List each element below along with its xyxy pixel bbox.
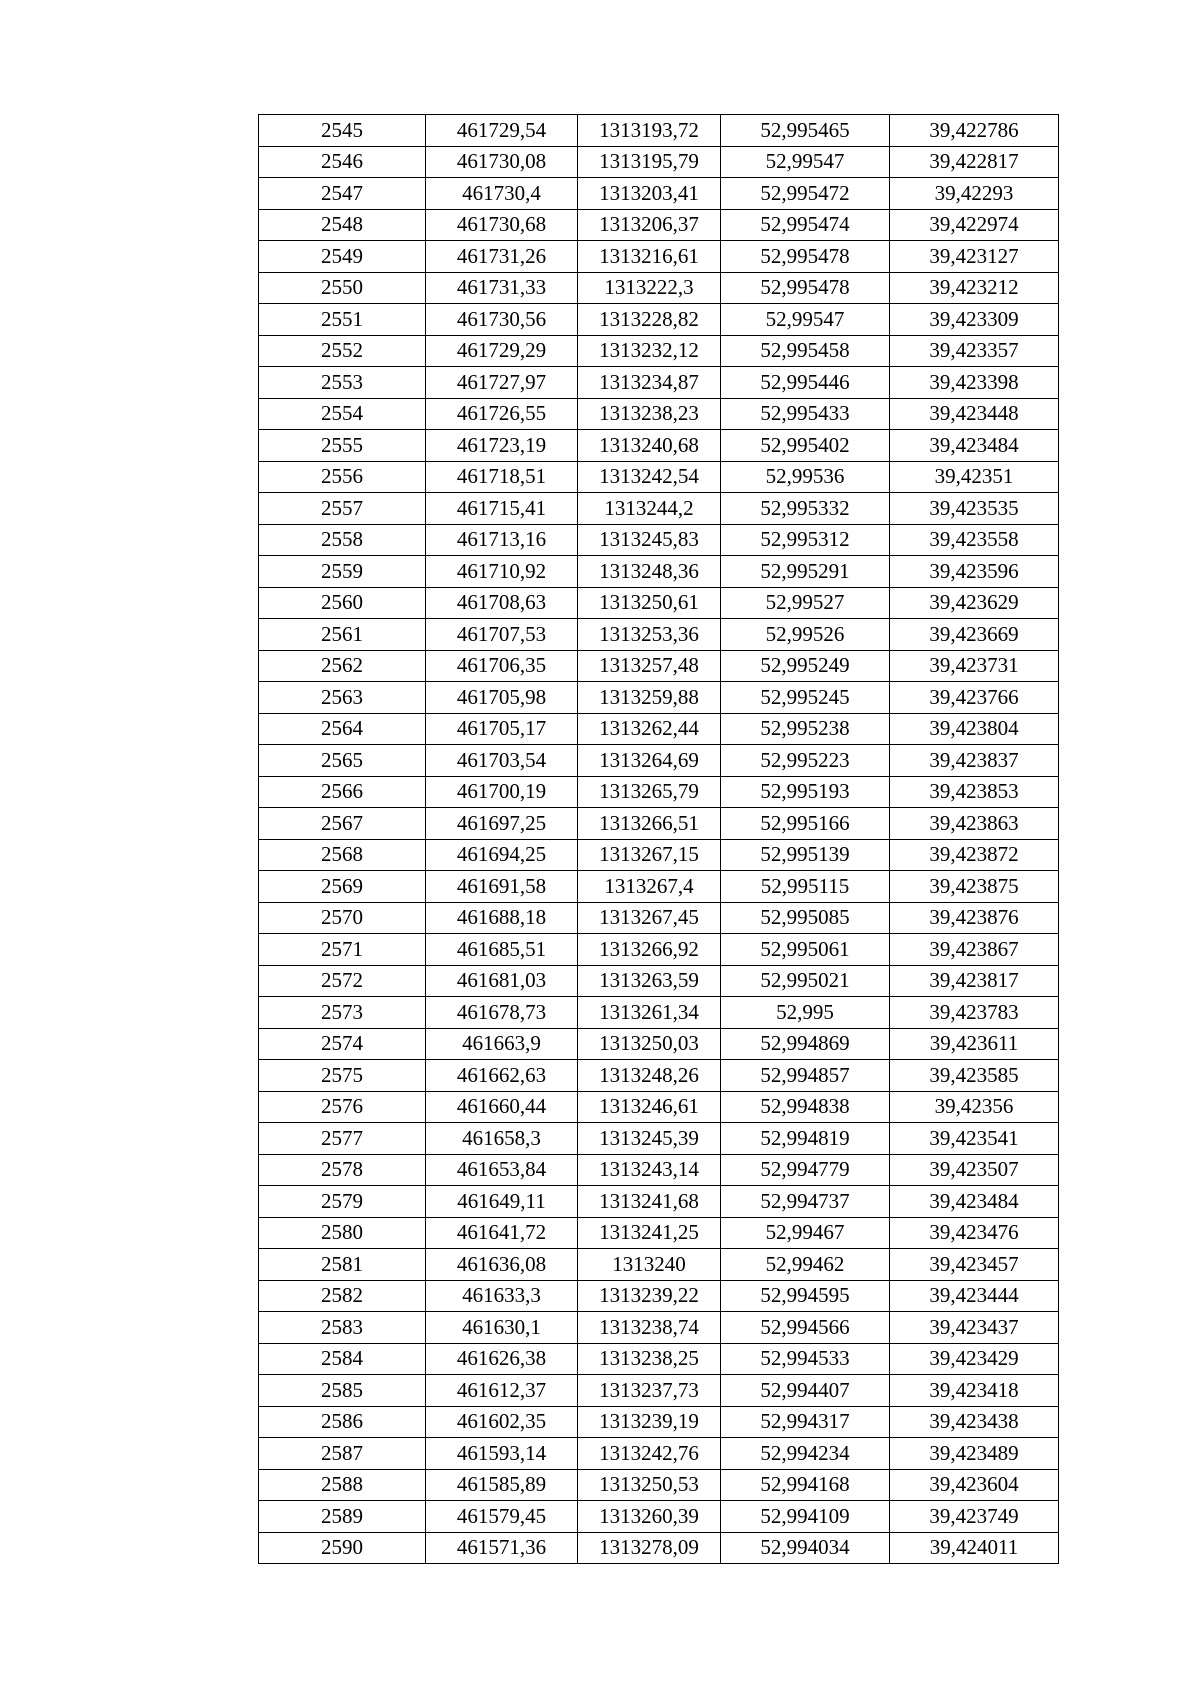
longitude-cell: 39,423398 [890,367,1059,399]
table-row [259,335,1059,367]
y-coordinate-cell: 1313238,25 [578,1343,721,1375]
point-number-cell: 2561 [259,619,426,651]
x-coordinate-cell: 461727,97 [426,367,578,399]
latitude-cell: 52,994168 [721,1469,890,1501]
y-coordinate-cell: 1313238,74 [578,1312,721,1344]
longitude-cell: 39,423484 [890,1186,1059,1218]
point-number-cell: 2585 [259,1375,426,1407]
x-coordinate-cell: 461729,54 [426,115,578,147]
x-coordinate-cell: 461691,58 [426,871,578,903]
table-row [259,398,1059,430]
y-coordinate-cell: 1313266,51 [578,808,721,840]
longitude-cell: 39,423212 [890,272,1059,304]
x-coordinate-cell: 461626,38 [426,1343,578,1375]
point-number-cell: 2571 [259,934,426,966]
point-number-cell: 2569 [259,871,426,903]
x-coordinate-cell: 461636,08 [426,1249,578,1281]
point-number-cell: 2586 [259,1406,426,1438]
point-number-cell: 2572 [259,965,426,997]
point-number-cell: 2550 [259,272,426,304]
x-coordinate-cell: 461663,9 [426,1028,578,1060]
point-number-cell: 2555 [259,430,426,462]
y-coordinate-cell: 1313243,14 [578,1154,721,1186]
y-coordinate-cell: 1313262,44 [578,713,721,745]
x-coordinate-cell: 461641,72 [426,1217,578,1249]
latitude-cell: 52,994234 [721,1438,890,1470]
longitude-cell: 39,423448 [890,398,1059,430]
coordinates-table [258,114,1059,1564]
longitude-cell: 39,423444 [890,1280,1059,1312]
x-coordinate-cell: 461653,84 [426,1154,578,1186]
latitude-cell: 52,994838 [721,1091,890,1123]
table-row [259,1312,1059,1344]
longitude-cell: 39,423604 [890,1469,1059,1501]
point-number-cell: 2566 [259,776,426,808]
y-coordinate-cell: 1313222,3 [578,272,721,304]
x-coordinate-cell: 461730,68 [426,209,578,241]
x-coordinate-cell: 461707,53 [426,619,578,651]
x-coordinate-cell: 461723,19 [426,430,578,462]
table-row [259,209,1059,241]
longitude-cell: 39,423876 [890,902,1059,934]
x-coordinate-cell: 461585,89 [426,1469,578,1501]
table-row [259,808,1059,840]
longitude-cell: 39,42293 [890,178,1059,210]
y-coordinate-cell: 1313203,41 [578,178,721,210]
latitude-cell: 52,995465 [721,115,890,147]
longitude-cell: 39,423535 [890,493,1059,525]
longitude-cell: 39,423669 [890,619,1059,651]
point-number-cell: 2559 [259,556,426,588]
point-number-cell: 2557 [259,493,426,525]
y-coordinate-cell: 1313232,12 [578,335,721,367]
y-coordinate-cell: 1313234,87 [578,367,721,399]
point-number-cell: 2560 [259,587,426,619]
y-coordinate-cell: 1313250,61 [578,587,721,619]
point-number-cell: 2587 [259,1438,426,1470]
longitude-cell: 39,423541 [890,1123,1059,1155]
x-coordinate-cell: 461703,54 [426,745,578,777]
x-coordinate-cell: 461726,55 [426,398,578,430]
latitude-cell: 52,995245 [721,682,890,714]
y-coordinate-cell: 1313241,25 [578,1217,721,1249]
x-coordinate-cell: 461660,44 [426,1091,578,1123]
table-row [259,115,1059,147]
longitude-cell: 39,423309 [890,304,1059,336]
table-row [259,1091,1059,1123]
x-coordinate-cell: 461730,08 [426,146,578,178]
y-coordinate-cell: 1313250,53 [578,1469,721,1501]
latitude-cell: 52,995085 [721,902,890,934]
x-coordinate-cell: 461602,35 [426,1406,578,1438]
y-coordinate-cell: 1313195,79 [578,146,721,178]
y-coordinate-cell: 1313237,73 [578,1375,721,1407]
table-row [259,241,1059,273]
table-row [259,556,1059,588]
latitude-cell: 52,994779 [721,1154,890,1186]
y-coordinate-cell: 1313241,68 [578,1186,721,1218]
y-coordinate-cell: 1313267,15 [578,839,721,871]
longitude-cell: 39,423875 [890,871,1059,903]
point-number-cell: 2576 [259,1091,426,1123]
table-row [259,587,1059,619]
y-coordinate-cell: 1313193,72 [578,115,721,147]
y-coordinate-cell: 1313244,2 [578,493,721,525]
latitude-cell: 52,994407 [721,1375,890,1407]
x-coordinate-cell: 461685,51 [426,934,578,966]
x-coordinate-cell: 461731,33 [426,272,578,304]
latitude-cell: 52,995 [721,997,890,1029]
latitude-cell: 52,995446 [721,367,890,399]
latitude-cell: 52,99462 [721,1249,890,1281]
table-row [259,839,1059,871]
y-coordinate-cell: 1313267,45 [578,902,721,934]
point-number-cell: 2574 [259,1028,426,1060]
point-number-cell: 2583 [259,1312,426,1344]
latitude-cell: 52,995472 [721,178,890,210]
latitude-cell: 52,995312 [721,524,890,556]
longitude-cell: 39,423457 [890,1249,1059,1281]
longitude-cell: 39,423585 [890,1060,1059,1092]
y-coordinate-cell: 1313239,22 [578,1280,721,1312]
y-coordinate-cell: 1313248,36 [578,556,721,588]
longitude-cell: 39,42356 [890,1091,1059,1123]
y-coordinate-cell: 1313228,82 [578,304,721,336]
longitude-cell: 39,422974 [890,209,1059,241]
y-coordinate-cell: 1313242,76 [578,1438,721,1470]
x-coordinate-cell: 461730,56 [426,304,578,336]
table-row [259,650,1059,682]
table-row [259,682,1059,714]
latitude-cell: 52,995139 [721,839,890,871]
latitude-cell: 52,99547 [721,146,890,178]
point-number-cell: 2578 [259,1154,426,1186]
x-coordinate-cell: 461729,29 [426,335,578,367]
latitude-cell: 52,99526 [721,619,890,651]
table-row [259,1406,1059,1438]
table-row [259,367,1059,399]
y-coordinate-cell: 1313265,79 [578,776,721,808]
y-coordinate-cell: 1313264,69 [578,745,721,777]
point-number-cell: 2558 [259,524,426,556]
longitude-cell: 39,423863 [890,808,1059,840]
x-coordinate-cell: 461649,11 [426,1186,578,1218]
longitude-cell: 39,423476 [890,1217,1059,1249]
latitude-cell: 52,994737 [721,1186,890,1218]
point-number-cell: 2545 [259,115,426,147]
latitude-cell: 52,995478 [721,241,890,273]
table-row [259,1028,1059,1060]
x-coordinate-cell: 461715,41 [426,493,578,525]
latitude-cell: 52,995402 [721,430,890,462]
y-coordinate-cell: 1313253,36 [578,619,721,651]
latitude-cell: 52,995332 [721,493,890,525]
x-coordinate-cell: 461612,37 [426,1375,578,1407]
point-number-cell: 2546 [259,146,426,178]
latitude-cell: 52,995193 [721,776,890,808]
latitude-cell: 52,99536 [721,461,890,493]
x-coordinate-cell: 461658,3 [426,1123,578,1155]
latitude-cell: 52,995238 [721,713,890,745]
longitude-cell: 39,423596 [890,556,1059,588]
latitude-cell: 52,994857 [721,1060,890,1092]
point-number-cell: 2570 [259,902,426,934]
x-coordinate-cell: 461700,19 [426,776,578,808]
latitude-cell: 52,995061 [721,934,890,966]
longitude-cell: 39,424011 [890,1532,1059,1564]
point-number-cell: 2577 [259,1123,426,1155]
latitude-cell: 52,995474 [721,209,890,241]
x-coordinate-cell: 461662,63 [426,1060,578,1092]
x-coordinate-cell: 461571,36 [426,1532,578,1564]
longitude-cell: 39,423783 [890,997,1059,1029]
table-row [259,997,1059,1029]
latitude-cell: 52,995291 [721,556,890,588]
point-number-cell: 2582 [259,1280,426,1312]
table-row [259,1123,1059,1155]
longitude-cell: 39,423558 [890,524,1059,556]
longitude-cell: 39,423867 [890,934,1059,966]
table-row [259,1375,1059,1407]
point-number-cell: 2568 [259,839,426,871]
point-number-cell: 2552 [259,335,426,367]
point-number-cell: 2580 [259,1217,426,1249]
point-number-cell: 2562 [259,650,426,682]
x-coordinate-cell: 461706,35 [426,650,578,682]
latitude-cell: 52,994819 [721,1123,890,1155]
point-number-cell: 2581 [259,1249,426,1281]
y-coordinate-cell: 1313246,61 [578,1091,721,1123]
y-coordinate-cell: 1313242,54 [578,461,721,493]
table-row [259,1501,1059,1533]
longitude-cell: 39,423749 [890,1501,1059,1533]
longitude-cell: 39,423418 [890,1375,1059,1407]
latitude-cell: 52,994109 [721,1501,890,1533]
table-row [259,1469,1059,1501]
longitude-cell: 39,423804 [890,713,1059,745]
longitude-cell: 39,423438 [890,1406,1059,1438]
latitude-cell: 52,994533 [721,1343,890,1375]
table-row [259,304,1059,336]
table-row [259,1154,1059,1186]
point-number-cell: 2590 [259,1532,426,1564]
y-coordinate-cell: 1313257,48 [578,650,721,682]
table-row [259,272,1059,304]
table-row [259,776,1059,808]
point-number-cell: 2588 [259,1469,426,1501]
table-row [259,1438,1059,1470]
latitude-cell: 52,995166 [721,808,890,840]
point-number-cell: 2579 [259,1186,426,1218]
point-number-cell: 2575 [259,1060,426,1092]
table-row [259,524,1059,556]
x-coordinate-cell: 461731,26 [426,241,578,273]
x-coordinate-cell: 461705,98 [426,682,578,714]
table-row [259,178,1059,210]
point-number-cell: 2584 [259,1343,426,1375]
x-coordinate-cell: 461688,18 [426,902,578,934]
latitude-cell: 52,995223 [721,745,890,777]
longitude-cell: 39,423437 [890,1312,1059,1344]
y-coordinate-cell: 1313239,19 [578,1406,721,1438]
longitude-cell: 39,423853 [890,776,1059,808]
x-coordinate-cell: 461630,1 [426,1312,578,1344]
coordinates-table-body [259,115,1059,1564]
point-number-cell: 2563 [259,682,426,714]
y-coordinate-cell: 1313263,59 [578,965,721,997]
table-row [259,1217,1059,1249]
point-number-cell: 2589 [259,1501,426,1533]
x-coordinate-cell: 461718,51 [426,461,578,493]
longitude-cell: 39,423489 [890,1438,1059,1470]
longitude-cell: 39,423357 [890,335,1059,367]
point-number-cell: 2547 [259,178,426,210]
y-coordinate-cell: 1313248,26 [578,1060,721,1092]
y-coordinate-cell: 1313250,03 [578,1028,721,1060]
latitude-cell: 52,995478 [721,272,890,304]
latitude-cell: 52,995249 [721,650,890,682]
x-coordinate-cell: 461705,17 [426,713,578,745]
longitude-cell: 39,422817 [890,146,1059,178]
point-number-cell: 2564 [259,713,426,745]
point-number-cell: 2554 [259,398,426,430]
table-row [259,461,1059,493]
point-number-cell: 2565 [259,745,426,777]
latitude-cell: 52,995021 [721,965,890,997]
y-coordinate-cell: 1313266,92 [578,934,721,966]
longitude-cell: 39,423817 [890,965,1059,997]
y-coordinate-cell: 1313260,39 [578,1501,721,1533]
y-coordinate-cell: 1313240,68 [578,430,721,462]
x-coordinate-cell: 461678,73 [426,997,578,1029]
x-coordinate-cell: 461730,4 [426,178,578,210]
longitude-cell: 39,423507 [890,1154,1059,1186]
point-number-cell: 2567 [259,808,426,840]
longitude-cell: 39,423484 [890,430,1059,462]
latitude-cell: 52,994034 [721,1532,890,1564]
y-coordinate-cell: 1313238,23 [578,398,721,430]
y-coordinate-cell: 1313245,39 [578,1123,721,1155]
longitude-cell: 39,423429 [890,1343,1059,1375]
point-number-cell: 2548 [259,209,426,241]
longitude-cell: 39,423872 [890,839,1059,871]
point-number-cell: 2549 [259,241,426,273]
longitude-cell: 39,423127 [890,241,1059,273]
y-coordinate-cell: 1313206,37 [578,209,721,241]
latitude-cell: 52,99467 [721,1217,890,1249]
x-coordinate-cell: 461579,45 [426,1501,578,1533]
table-row [259,619,1059,651]
latitude-cell: 52,994869 [721,1028,890,1060]
longitude-cell: 39,423611 [890,1028,1059,1060]
table-row [259,430,1059,462]
table-row [259,1060,1059,1092]
table-row [259,1249,1059,1281]
y-coordinate-cell: 1313240 [578,1249,721,1281]
latitude-cell: 52,99527 [721,587,890,619]
y-coordinate-cell: 1313259,88 [578,682,721,714]
latitude-cell: 52,995458 [721,335,890,367]
x-coordinate-cell: 461633,3 [426,1280,578,1312]
table-row [259,713,1059,745]
latitude-cell: 52,994566 [721,1312,890,1344]
y-coordinate-cell: 1313278,09 [578,1532,721,1564]
longitude-cell: 39,42351 [890,461,1059,493]
point-number-cell: 2553 [259,367,426,399]
point-number-cell: 2551 [259,304,426,336]
x-coordinate-cell: 461708,63 [426,587,578,619]
latitude-cell: 52,995433 [721,398,890,430]
table-row [259,934,1059,966]
x-coordinate-cell: 461697,25 [426,808,578,840]
table-row [259,146,1059,178]
longitude-cell: 39,422786 [890,115,1059,147]
x-coordinate-cell: 461593,14 [426,1438,578,1470]
y-coordinate-cell: 1313216,61 [578,241,721,273]
point-number-cell: 2556 [259,461,426,493]
table-row [259,1343,1059,1375]
y-coordinate-cell: 1313267,4 [578,871,721,903]
table-row [259,1532,1059,1564]
x-coordinate-cell: 461713,16 [426,524,578,556]
y-coordinate-cell: 1313261,34 [578,997,721,1029]
longitude-cell: 39,423731 [890,650,1059,682]
latitude-cell: 52,995115 [721,871,890,903]
x-coordinate-cell: 461681,03 [426,965,578,997]
table-row [259,1186,1059,1218]
latitude-cell: 52,994317 [721,1406,890,1438]
x-coordinate-cell: 461694,25 [426,839,578,871]
table-row [259,1280,1059,1312]
table-row [259,965,1059,997]
longitude-cell: 39,423766 [890,682,1059,714]
table-row [259,871,1059,903]
point-number-cell: 2573 [259,997,426,1029]
latitude-cell: 52,99547 [721,304,890,336]
x-coordinate-cell: 461710,92 [426,556,578,588]
latitude-cell: 52,994595 [721,1280,890,1312]
longitude-cell: 39,423629 [890,587,1059,619]
table-row [259,493,1059,525]
table-row [259,902,1059,934]
table-row [259,745,1059,777]
longitude-cell: 39,423837 [890,745,1059,777]
y-coordinate-cell: 1313245,83 [578,524,721,556]
